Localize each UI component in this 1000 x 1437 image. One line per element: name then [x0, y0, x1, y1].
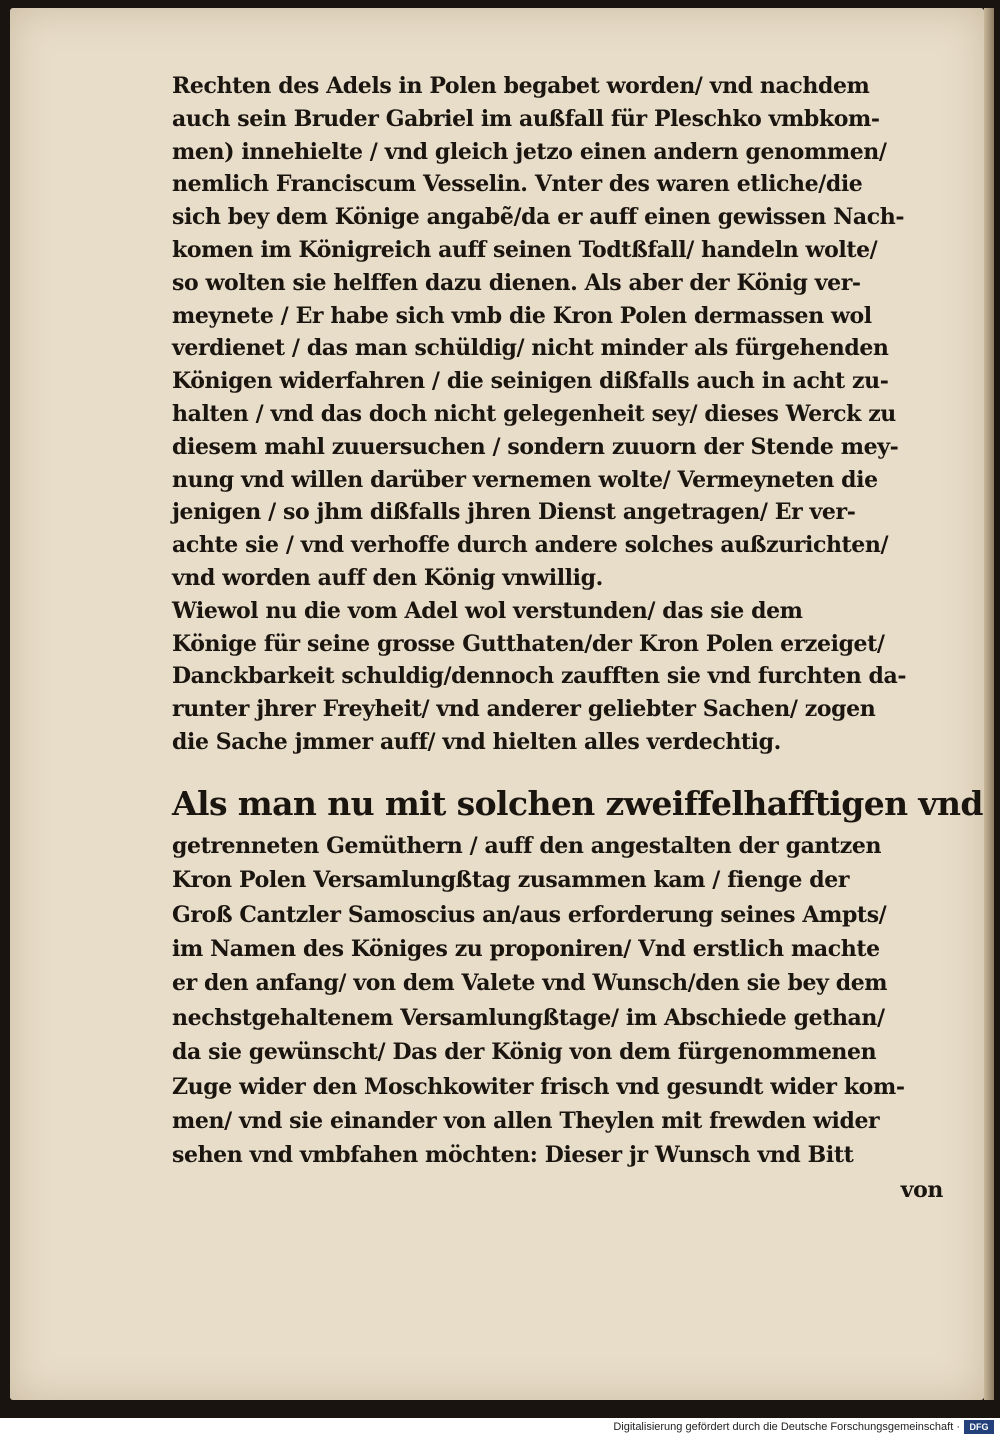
- text-line: jenigen / so jhm dißfalls jhren Dienst angetragen/ Er ver‑: [172, 499, 856, 526]
- page-edge: [984, 8, 994, 1400]
- footer-credit: Digitalisierung gefördert durch die Deutsche Forschungsgemeinschaft ·: [613, 1421, 960, 1433]
- text-line: Wiewol nu die vom Adel wol verstunden/ das sie dem: [172, 597, 803, 624]
- catchword: von: [900, 1176, 943, 1203]
- text-line: men) innehielte / vnd gleich jetzo einen andern genommen/: [172, 138, 887, 165]
- paragraph-block-2: [172, 829, 947, 1173]
- text-line: nemlich Franciscum Vesselin. Vnter des waren etliche/die: [172, 171, 863, 198]
- footer-bar: [0, 1418, 1000, 1437]
- text-line: achte sie / vnd verhoffe durch andere solches außzurichten/: [172, 532, 889, 559]
- text-line: diesem mahl zuuersuchen / sondern zuuorn der Stende mey‑: [172, 433, 899, 460]
- text-line: Kron Polen Versamlungßtag zusammen kam / fienge der: [172, 867, 850, 894]
- text-line: runter jhrer Freyheit/ vnd anderer geliebter Sachen/ zogen: [172, 696, 876, 723]
- text-line: getrenneten Gemüthern / auff den angestalten der gantzen: [172, 832, 882, 859]
- text-line: vnd worden auff den König vnwillig.: [172, 564, 603, 591]
- text-line: nung vnd willen darüber vernemen wolte/ Vermeyneten die: [172, 466, 878, 493]
- page-text: [172, 70, 983, 1207]
- text-line: men/ vnd sie einander von allen Theylen mit frewden wider: [172, 1107, 880, 1134]
- text-line: Groß Cantzler Samoscius an/aus erforderung seines Ampts/: [172, 901, 887, 928]
- initial-large-line: Als man nu mit solchen zweiffelhafftigen vnd: [172, 783, 983, 823]
- dfg-logo: DFG: [964, 1420, 994, 1434]
- text-line: Danckbarkeit schuldig/dennoch zaufften sie vnd furchten da‑: [172, 663, 907, 690]
- text-line: auch sein Bruder Gabriel im außfall für Pleschko vmbkom‑: [172, 105, 880, 132]
- text-line: im Namen des Königes zu proponiren/ Vnd erstlich machte: [172, 935, 880, 962]
- text-line: sich bey dem Könige angabẽ/da er auff einen gewissen Nach‑: [172, 204, 905, 231]
- paragraph-gap: [172, 759, 947, 779]
- text-line: er den anfang/ von dem Valete vnd Wunsch/den sie bey dem: [172, 970, 888, 997]
- text-line: nechstgehaltenem Versamlungßtage/ im Abschiede gethan/: [172, 1004, 885, 1031]
- text-line: Könige für seine grosse Gutthaten/der Kron Polen erzeiget/: [172, 630, 885, 657]
- text-line: verdienet / das man schüldig/ nicht minder als fürgehenden: [172, 335, 889, 362]
- text-line: Rechten des Adels in Polen begabet worden/ vnd nachdem: [172, 73, 870, 99]
- text-line: Königen widerfahren / die seinigen dißfalls auch in acht zu‑: [172, 368, 889, 395]
- text-line: halten / vnd das doch nicht gelegenheit sey/ dieses Werck zu: [172, 400, 896, 427]
- text-line: Zuge wider den Moschkowiter frisch vnd gesundt wider kom‑: [172, 1073, 905, 1100]
- text-line: die Sache jmmer auff/ vnd hielten alles verdechtig.: [172, 728, 781, 755]
- text-line: meynete / Er habe sich vmb die Kron Polen dermassen wol: [172, 302, 872, 329]
- text-line: komen im Königreich auff seinen Todtßfall/ handeln wolte/: [172, 236, 878, 263]
- paragraph-block-1: [172, 70, 947, 759]
- text-line: sehen vnd vmbfahen möchten: Dieser jr Wunsch vnd Bitt: [172, 1142, 854, 1169]
- text-line: da sie gewünscht/ Das der König von dem fürgenommenen: [172, 1039, 877, 1066]
- text-line: so wolten sie helffen dazu dienen. Als aber der König ver‑: [172, 269, 861, 296]
